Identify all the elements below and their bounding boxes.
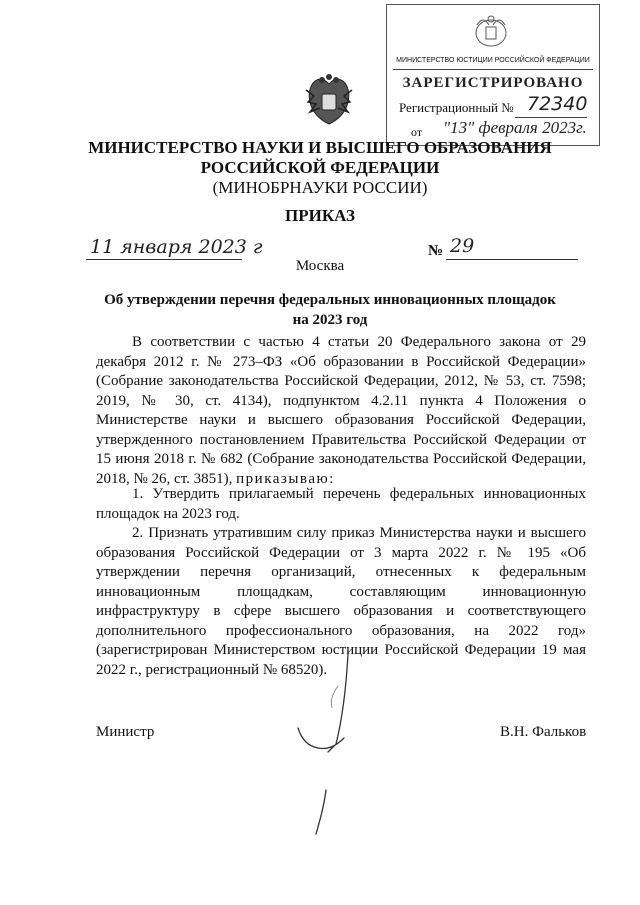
stamp-eagle-emblem-icon: [471, 11, 511, 51]
stamp-date-prefix: от: [411, 125, 423, 139]
item-1-text: 1. Утвердить прилагаемый перечень федеральных инновационных площадок на 2023 год.: [96, 486, 586, 522]
signatory-name: В.Н. Фальков: [500, 724, 587, 740]
ministry-name-line2: РОССИЙСКОЙ ФЕДЕРАЦИИ: [200, 158, 440, 177]
stamp-ministry: МИНИСТЕРСТВО ЮСТИЦИИ РОССИЙСКОЙ ФЕДЕРАЦИИ: [396, 57, 590, 64]
order-title-line1: Об утверждении перечня федеральных инновационных площадок: [104, 292, 556, 308]
item-2-text: 2. Признать утратившим силу приказ Министерства науки и высшего образования Российской Федерации от 3 марта 2022 г. № 195 «Об утверждении перечня организаций, отнесенных к федеральным инновационным площадкам, составляющим инновационную инфраструктуру в сфере высшего образования и соответствующего дополнительного профессионального образования, на 2022 год» (зарегистрирован Министерством юстиции Российской Федерации 19 мая 2022 г., регистрационный № 68520).: [96, 525, 586, 678]
paragraph-intro: [96, 333, 586, 489]
coat-of-arms-icon: [304, 74, 354, 128]
stamp-divider: [393, 69, 593, 70]
registration-stamp: [386, 4, 600, 146]
intro-text: В соответствии с частью 4 статьи 20 Федерального закона от 29 декабря 2012 г. № 273–ФЗ «Об образовании в Российской Федерации» (Собрание законодательства Российской Федерации, 2012, № 53, ст. 7598; 2019, № 30, ст. 4134), подпунктом 4.2.11 пункта 4 Положения о Министерстве науки и высшего образования Российской Федерации, утвержденного постановлением Правительства Российской Федерации от 15 июня 2018 г. № 682 (Собрание законодательства Российской Федерации, 2018, № 26, ст. 3851),: [96, 334, 586, 487]
ministry-name-line1: МИНИСТЕРСТВО НАУКИ И ВЫСШЕГО ОБРАЗОВАНИЯ: [88, 138, 552, 157]
order-number: 29: [450, 235, 475, 257]
paragraph-item-1: [96, 485, 586, 524]
stamp-reg-label: Регистрационный №: [399, 100, 514, 115]
order-date: 11 января 2023 г: [90, 236, 263, 258]
order-city: Москва: [295, 258, 345, 274]
handwritten-signature: [288, 650, 368, 840]
signatory-position: Министр: [96, 724, 155, 740]
stamp-date: "13" февраля 2023г.: [443, 118, 587, 137]
order-title: [60, 290, 600, 330]
document-type: ПРИКАЗ: [285, 206, 355, 225]
ministry-short-name: (МИНОБРНАУКИ РОССИИ): [212, 178, 428, 197]
order-number-sign: №: [428, 243, 444, 259]
stamp-status: ЗАРЕГИСТРИРОВАНО: [402, 75, 584, 91]
stamp-reg-number: 72340: [527, 93, 588, 115]
order-title-line2: на 2023 год: [292, 312, 368, 328]
intro-command: приказываю:: [236, 470, 335, 487]
